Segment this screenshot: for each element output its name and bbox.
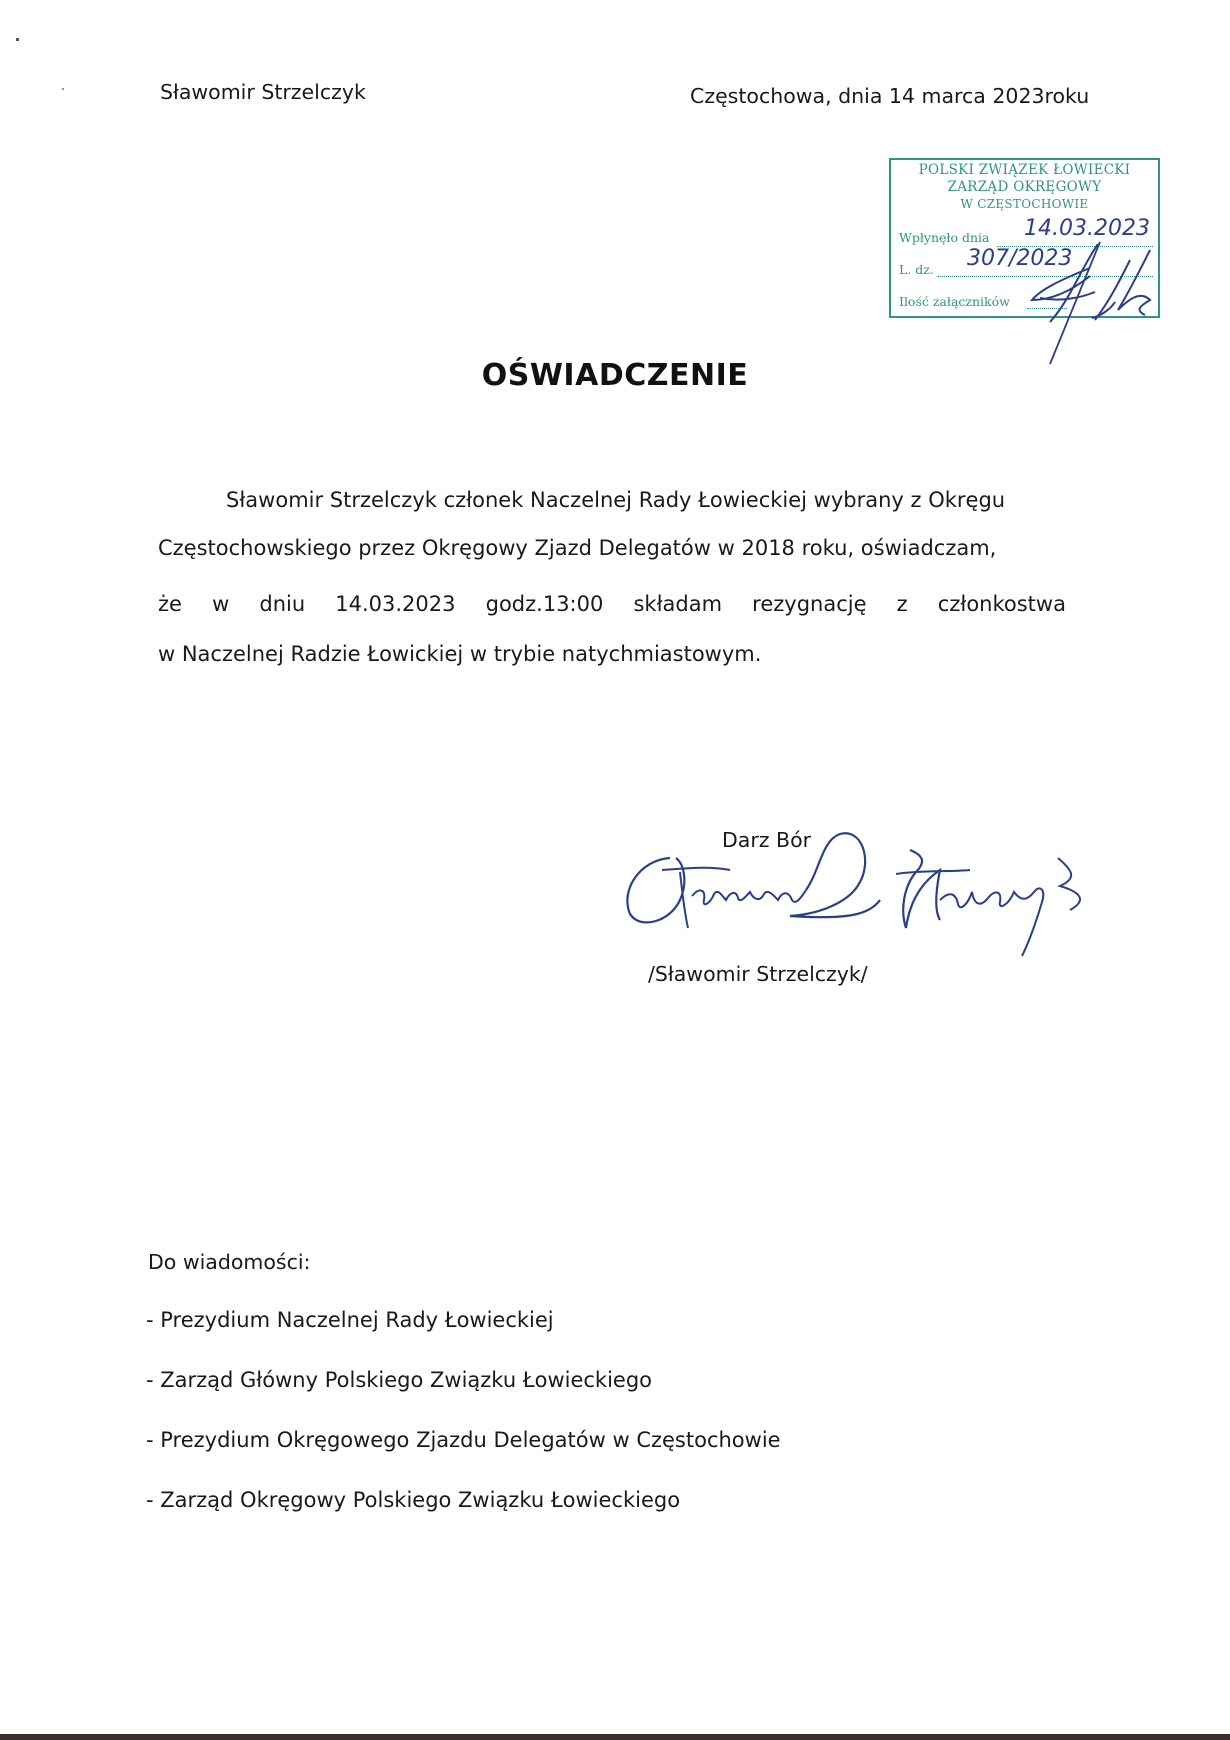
- stamp-attachments-label: Ilość załączników: [899, 294, 1010, 309]
- hunting-greeting: Darz Bór: [722, 828, 812, 852]
- scan-speck: [16, 38, 19, 41]
- scan-speck: [62, 88, 64, 90]
- document-title: OŚWIADCZENIE: [481, 358, 749, 393]
- body-line-3-word: rezygnację: [752, 592, 867, 616]
- stamp-city-line: W CZĘSTOCHOWIE: [960, 197, 1089, 211]
- distribution-item: - Zarząd Okręgowy Polskiego Związku Łowieckiego: [146, 1488, 681, 1512]
- stamp-ref-label: L. dz.: [899, 262, 934, 277]
- body-line-1: Sławomir Strzelczyk członek Naczelnej Rady Łowieckiej wybrany z Okręgu: [226, 488, 1006, 512]
- stamp-org-line: POLSKI ZWIĄZEK ŁOWIECKI: [918, 162, 1131, 178]
- body-line-2: Częstochowskiego przez Okręgowy Zjazd Delegatów w 2018 roku, oświadczam,: [158, 536, 997, 560]
- body-line-3-word: członkostwa: [937, 592, 1066, 616]
- distribution-item: - Prezydium Naczelnej Rady Łowieckiej: [146, 1308, 554, 1332]
- distribution-item: - Zarząd Główny Polskiego Związku Łowieckiego: [146, 1368, 653, 1392]
- stamp-board-line: ZARZĄD OKRĘGOWY: [947, 179, 1102, 195]
- stamp-ref-value: 307/2023: [967, 246, 1073, 271]
- scan-bottom-edge: [0, 1734, 1230, 1740]
- stamp-initials-icon: [1000, 240, 1200, 370]
- author-name: Sławomir Strzelczyk: [160, 80, 366, 104]
- body-line-3-word: godz.13:00: [485, 592, 604, 616]
- stamp-received-label: Wpłynęło dnia: [899, 230, 990, 245]
- handwritten-signature-icon: [610, 830, 1130, 960]
- body-line-3-word: że: [158, 592, 182, 616]
- distribution-item: - Prezydium Okręgowego Zjazdu Delegatów w Częstochowie: [146, 1428, 781, 1452]
- body-line-3: [158, 592, 1066, 617]
- body-line-3-word: 14.03.2023: [335, 592, 456, 616]
- body-line-3-word: w: [212, 592, 230, 616]
- body-line-4: w Naczelnej Radzie Łowickiej w trybie natychmiastowym.: [158, 642, 762, 666]
- stamp-received-value: 14.03.2023: [1024, 216, 1150, 241]
- body-line-3-word: z: [896, 592, 908, 616]
- place-and-date: Częstochowa, dnia 14 marca 2023roku: [690, 84, 1090, 108]
- distribution-heading: Do wiadomości:: [148, 1250, 311, 1274]
- body-line-3-word: dniu: [259, 592, 306, 616]
- printed-name: /Sławomir Strzelczyk/: [648, 962, 868, 986]
- body-line-3-word: składam: [633, 592, 723, 616]
